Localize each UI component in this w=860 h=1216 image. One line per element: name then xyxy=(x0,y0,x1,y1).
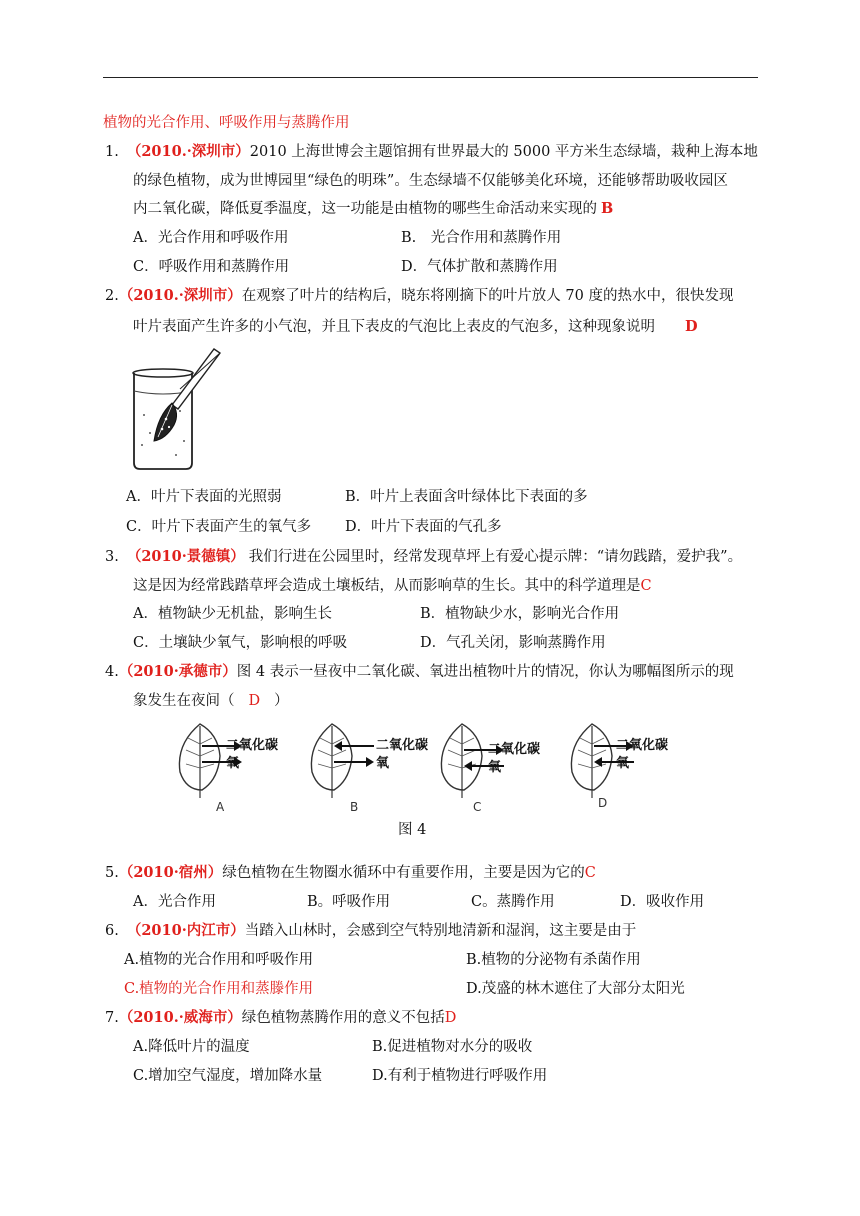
answer: B xyxy=(601,200,614,217)
question-source: （2010·景德镇） xyxy=(126,548,245,565)
answer: D xyxy=(248,693,261,709)
option-d: D．气孔关闭，影响蒸腾作用 xyxy=(420,635,606,651)
leaf-figure-group xyxy=(170,720,690,820)
option-c: C．呼吸作用和蒸腾作用 xyxy=(133,259,290,275)
question-number: 6. xyxy=(105,923,119,939)
option-c: C．土壤缺少氧气，影响根的呼吸 xyxy=(133,635,348,651)
option-b: B．植物缺少水，影响光合作用 xyxy=(420,606,620,622)
co2-label: 二氧化碳 xyxy=(226,738,279,753)
question-text: 当踏入山林时，会感到空气特别地清新和湿润，这主要是由于 xyxy=(244,923,637,939)
option-d: D．吸收作用 xyxy=(620,894,705,910)
option-a: A.植物的光合作用和呼吸作用 xyxy=(124,952,314,968)
option-d: D．气体扩散和蒸腾作用 xyxy=(401,259,558,275)
leaf-label-a: A xyxy=(216,800,225,814)
question-text: 绿色植物蒸腾作用的意义不包括 xyxy=(241,1010,445,1026)
leaf-label-c: C xyxy=(473,800,482,814)
answer: C xyxy=(640,578,652,594)
option-b: B.促进植物对水分的吸收 xyxy=(372,1039,533,1055)
option-b: B．叶片上表面含叶绿体比下表面的多 xyxy=(345,489,588,505)
option-a: A．光合作用 xyxy=(133,894,216,910)
question-2-line-2: 叶片表面产生许多的小气泡，并且下表皮的气泡比上表皮的气泡多，这种现象说明 D xyxy=(133,318,698,335)
option-c: C.植物的光合作用和蒸滕作用 xyxy=(124,981,314,997)
leaf-label-d: D xyxy=(598,796,608,810)
question-number: 5. xyxy=(105,865,119,881)
question-source: （2010.·威海市） xyxy=(118,1009,242,1026)
leaf-label-b: B xyxy=(350,800,359,814)
option-a: A.降低叶片的温度 xyxy=(133,1039,250,1055)
question-4-line-2: 象发生在夜间（ D ） xyxy=(133,693,289,709)
question-2 xyxy=(105,286,733,306)
o2-label: 氧 xyxy=(226,756,240,771)
question-6 xyxy=(105,921,636,941)
question-text: 在观察了叶片的结构后，晓东将刚摘下的叶片放人 70 度的热水中，很快发现 xyxy=(241,288,734,304)
option-a: A．光合作用和呼吸作用 xyxy=(133,230,289,246)
section-title: 植物的光合作用、呼吸作用与蒸腾作用 xyxy=(103,115,350,131)
header-rule xyxy=(103,77,758,78)
option-c: C．叶片下表面产生的氧气多 xyxy=(126,519,312,535)
option-c: C。蒸腾作用 xyxy=(471,894,555,910)
figure-caption: 图 4 xyxy=(398,822,427,838)
beaker-figure xyxy=(128,345,228,475)
option-b: B. 光合作用和蒸腾作用 xyxy=(401,230,562,246)
o2-label: 氧 xyxy=(376,756,390,771)
question-1 xyxy=(105,142,758,162)
question-source: （2010·宿州） xyxy=(118,864,223,881)
option-d: D．叶片下表面的气孔多 xyxy=(345,519,502,535)
answer: D xyxy=(444,1010,457,1026)
answer: C xyxy=(584,865,596,881)
question-number: 4. xyxy=(105,664,119,680)
question-source: （2010·承德市） xyxy=(118,663,237,680)
question-source: （2010.·深圳市） xyxy=(118,287,242,304)
option-b: B。呼吸作用 xyxy=(307,894,391,910)
option-a: A．植物缺少无机盐，影响生长 xyxy=(133,606,332,622)
question-text: 绿色植物在生物圈水循环中有重要作用，主要是因为它的 xyxy=(222,865,585,881)
question-number: 2. xyxy=(105,288,119,304)
option-c: C.增加空气湿度，增加降水量 xyxy=(133,1068,323,1084)
o2-label: 氧 xyxy=(488,760,502,775)
option-d: D.有利于植物进行呼吸作用 xyxy=(372,1068,548,1084)
option-b: B.植物的分泌物有杀菌作用 xyxy=(466,952,641,968)
option-d: D.茂盛的林木遮住了大部分太阳光 xyxy=(466,981,685,997)
o2-label: 氧 xyxy=(616,756,630,771)
question-number: 3. xyxy=(105,549,119,565)
question-text: 我们行进在公园里时，经常发现草坪上有爱心提示牌：“请勿践踏，爱护我”。 xyxy=(248,549,743,565)
question-3 xyxy=(105,547,742,567)
question-5 xyxy=(105,863,596,883)
co2-label: 二氧化碳 xyxy=(376,738,429,753)
question-1-line-3: 内二氧化碳，降低夏季温度，这一功能是由植物的哪些生命活动来实现的 B xyxy=(133,200,614,217)
question-4 xyxy=(105,662,734,682)
question-text: 2010 上海世博会主题馆拥有世界最大的 5000 平方米生态绿墙，栽种上海本地 xyxy=(249,144,758,160)
question-7 xyxy=(105,1008,456,1028)
answer: D xyxy=(685,318,698,335)
co2-label: 二氧化碳 xyxy=(488,742,541,757)
option-a: A．叶片下表面的光照弱 xyxy=(126,489,282,505)
co2-label: 二氧化碳 xyxy=(616,738,669,753)
question-source: （2010·内江市） xyxy=(126,922,245,939)
question-source: （2010.·深圳市） xyxy=(126,143,250,160)
question-text: 图 4 表示一昼夜中二氧化碳、氧进出植物叶片的情况，你认为哪幅图所示的现 xyxy=(236,664,734,680)
question-number: 1. xyxy=(105,144,119,160)
question-3-line-2: 这是因为经常践踏草坪会造成土壤板结，从而影响草的生长。其中的科学道理是C xyxy=(133,578,652,594)
question-1-line-2: 的绿色植物，成为世博园里“绿色的明珠”。生态绿墙不仅能够美化环境，还能够帮助吸收园区 xyxy=(133,173,728,189)
leaf-diagram-b xyxy=(302,720,432,800)
question-number: 7. xyxy=(105,1010,119,1026)
